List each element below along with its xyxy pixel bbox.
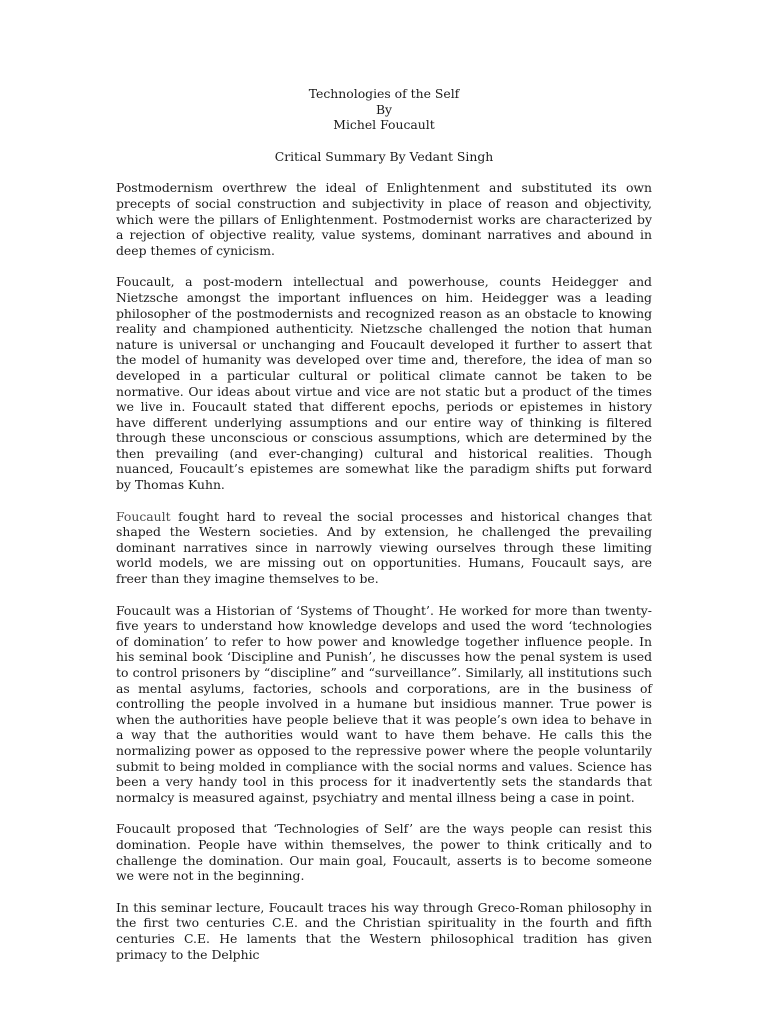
paragraph-seminar-lecture: In this seminar lecture, Foucault traces his way through Greco-Roman philosophy in the first two centuries C.E. and the Christian spirituality in the fourth and fifth centuries C.E. He laments that the Western philosophical tradition has given primacy to the Delphic <box>116 899 652 962</box>
author-name: Michel Foucault <box>333 117 435 133</box>
title-block <box>116 86 652 133</box>
paragraph-technologies-of-self: Foucault proposed that ‘Technologies of Self’ are the ways people can resist this domination. People have within themselves, the power to think critically and to challenge the domination. Our main goal, Foucault, asserts is to become someone we were not in the beginning. <box>116 821 652 884</box>
paragraph-social-processes-text: fought hard to reveal the social processes and historical changes that shaped the Western societies. And by extension, he challenged the prevailing dominant narratives since in narrowly viewing ourselves through these limiting world models, we are missing out on opportunities. Humans, Foucault says, are freer than they imagine themselves to be. <box>116 508 652 587</box>
paragraph-postmodernism: Postmodernism overthrew the ideal of Enlightenment and substituted its own precepts of social construction and subjectivity in place of reason and objectivity, which were the pillars of Enlightenment. Postmodernist works are characterized by a rejection of objective reality, value systems, dominant narratives and abound in deep themes of cynicism. <box>116 180 652 258</box>
document-page <box>116 86 652 978</box>
by-line: By <box>375 101 393 117</box>
paragraph-influences: Foucault, a post-modern intellectual and powerhouse, counts Heidegger and Nietzsche amongst the important influences on him. Heidegger was a leading philosopher of the postmodernists and recognized reason as an obstacle to knowing reality and championed authenticity. Nietzsche challenged the notion that human nature is universal or unchanging and Foucault developed it further to assert that the model of humanity was developed over time and, therefore, the idea of man so developed in a particular cultural or political climate cannot be taken to be normative. Our ideas about virtue and vice are not static but a product of the times we live in. Foucault stated that different epochs, periods or epistemes in history have different underlying assumptions and our entire way of thinking is filtered through these unconscious or conscious assumptions, which are determined by the then prevailing (and ever-changing) cultural and historical realities. Though nuanced, Foucault’s epistemes are somewhat like the paradigm shifts put forward by Thomas Kuhn. <box>116 274 652 493</box>
paragraph-social-processes <box>116 509 652 587</box>
summary-subtitle: Critical Summary By Vedant Singh <box>274 148 494 164</box>
document-title: Technologies of the Self <box>308 86 460 101</box>
paragraph-systems-of-thought: Foucault was a Historian of ‘Systems of Thought’. He worked for more than twenty-five years to understand how knowledge develops and used the word ‘technologies of domination’ to refer to how power and knowledge together influence people. In his seminal book ‘Discipline and Punish’, he discusses how the penal system is used to control prisoners by “discipline” and “surveillance”. Similarly, all institutions such as mental asylums, factories, schools and corporations, are in the business of controlling the people involved in a humane but insidious manner. True power is when the authorities have people believe that it was people’s own idea to behave in a way that the authorities would want to have them behave. He calls this the normalizing power as opposed to the repressive power where the people voluntarily submit to being molded in compliance with the social norms and values. Science has been a very handy tool in this process for it inadvertently sets the standards that normalcy is measured against, psychiatry and mental illness being a case in point. <box>116 602 652 805</box>
foucault-link[interactable]: Foucault <box>116 508 171 524</box>
